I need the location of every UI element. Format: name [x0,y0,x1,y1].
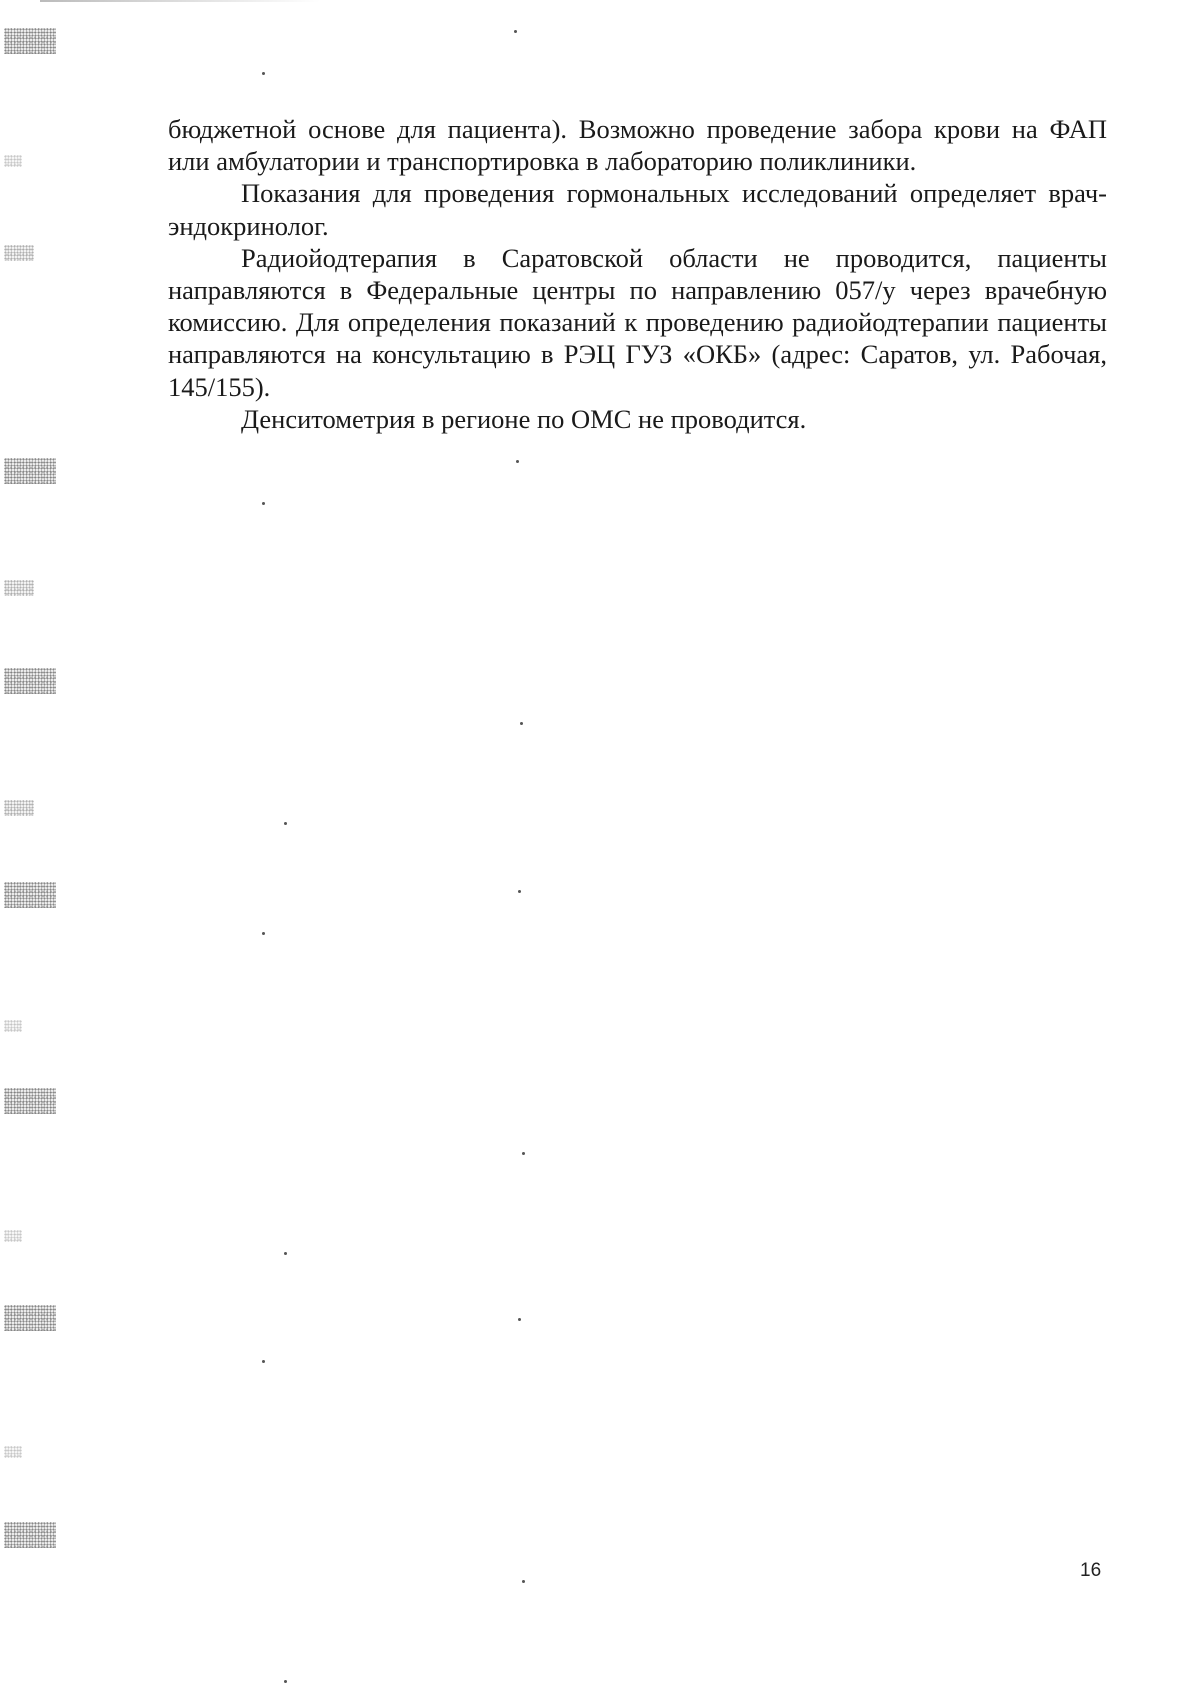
document-body [168,113,1107,435]
paragraph-hormonal-indications: Показания для проведения гормональных исследований определяет врач-эндокринолог. [168,178,1107,241]
scan-dot [522,1152,525,1155]
scan-dot [262,932,265,935]
scan-dot [522,1580,525,1583]
scan-dot [520,722,523,725]
scan-artifact [4,668,56,694]
paragraph-radioiodine-therapy: Радиойодтерапия в Саратовской области не проводится, пациенты направляются в Федеральные центры по направлению 057/у через врачебную комиссию. Для определения показаний к проведению радиойодтерапии пациенты направляются на консультацию в РЭЦ ГУЗ «ОКБ» (адрес: Саратов, ул. Рабочая, 145/155). [168,242,1107,402]
scan-artifact [4,1020,22,1032]
scan-artifact [4,1446,22,1458]
scan-artifact [4,882,56,908]
scan-artifact [4,1088,56,1114]
scan-artifact [4,155,22,167]
scan-dot [518,1318,521,1321]
scan-dot [284,1680,287,1683]
scan-dot [516,460,519,463]
scan-dot [262,502,265,505]
paragraph-continuation: бюджетной основе для пациента). Возможно проведение забора крови на ФАП или амбулатории и транспортировка в лабораторию поликлиники. [168,114,1107,177]
scan-dot [514,30,517,33]
scan-dot [262,1360,265,1363]
scan-artifact [4,458,56,484]
scan-artifact [4,28,56,54]
scan-artifact [4,580,34,596]
scan-edge-line [40,0,320,2]
scan-artifact [4,1305,56,1331]
scan-artifact [4,1522,56,1548]
page-number: 16 [1080,1560,1102,1581]
scan-artifact [4,800,34,816]
scan-dot [284,822,287,825]
scan-dot [284,1252,287,1255]
scan-artifact [4,245,34,261]
scan-artifact [4,1230,22,1242]
scan-dot [262,72,265,75]
paragraph-densitometry: Денситометрия в регионе по ОМС не проводится. [241,403,807,434]
scan-dot [518,890,521,893]
